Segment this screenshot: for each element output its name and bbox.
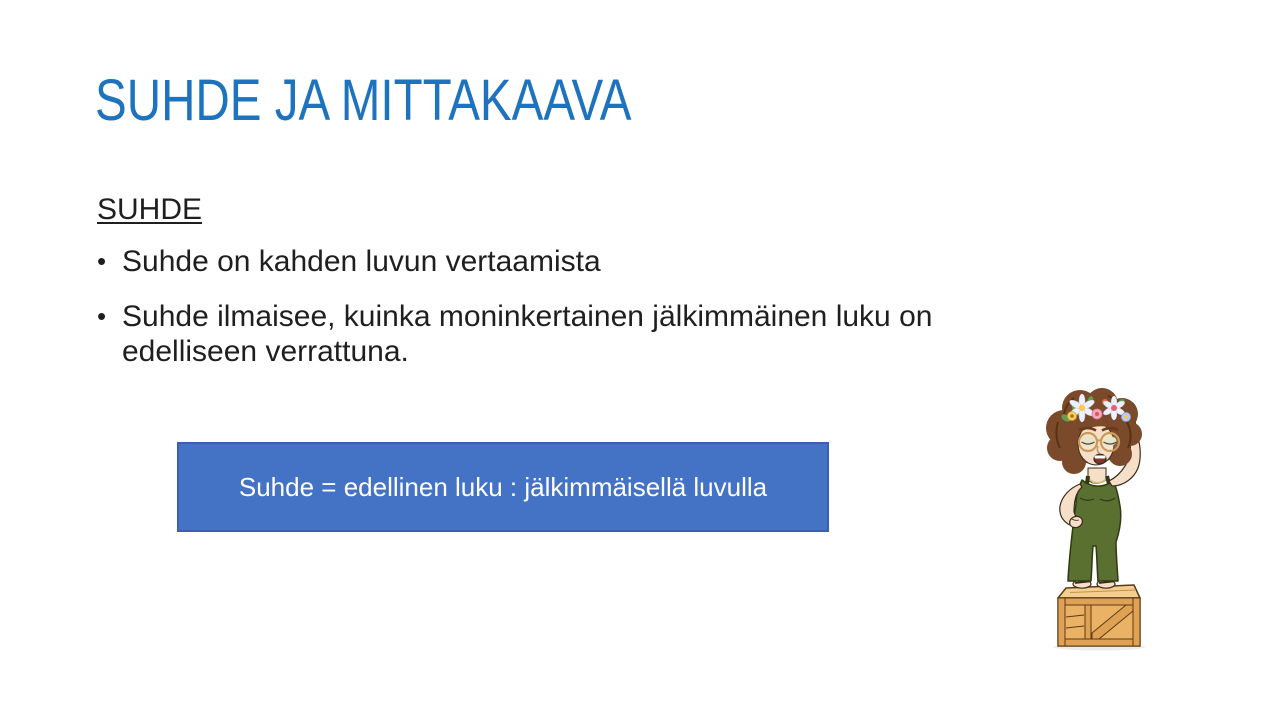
bitmoji-character-illustration [1030, 384, 1170, 664]
bullet-item [97, 299, 1042, 369]
formula-box [177, 442, 829, 532]
glasses-bridge [1097, 440, 1101, 441]
bullet-text: Suhde on kahden luvun vertaamista [122, 245, 601, 278]
teeth [1095, 456, 1106, 459]
formula-text: Suhde = edellinen luku : jälkimmäisellä luvulla [238, 471, 768, 502]
bullet-text: Suhde ilmaisee, kuinka moninkertainen jälkimmäinen luku on edelliseen verrattuna. [122, 300, 933, 368]
wooden-crate-icon [1053, 585, 1145, 651]
section-heading: SUHDE [97, 193, 203, 226]
bullet-list [97, 244, 1042, 369]
slide-title: SUHDE JA MITTAKAAVA [95, 68, 632, 133]
bullet-glyph: • [97, 246, 107, 276]
bullet-glyph: • [97, 301, 107, 331]
bullet-item [97, 244, 1042, 279]
